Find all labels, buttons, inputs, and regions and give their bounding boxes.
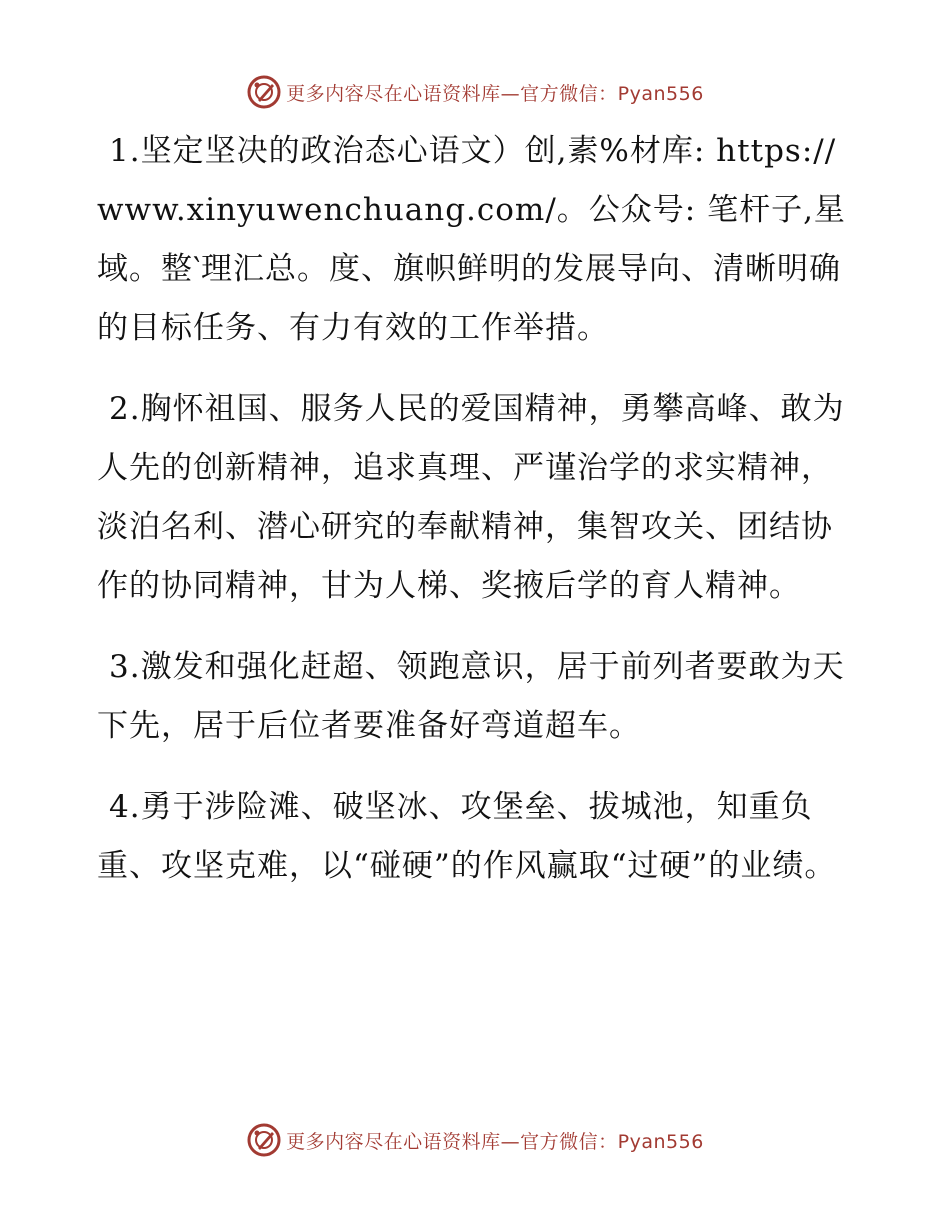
- banner-text: 更多内容尽在心语资料库—官方微信：Pyan556: [286, 1130, 704, 1153]
- banner-text: 更多内容尽在心语资料库—官方微信：Pyan556: [286, 82, 704, 105]
- document-body: [97, 122, 857, 918]
- header-banner: [0, 72, 950, 112]
- footer-banner: [0, 1120, 950, 1160]
- paragraph-3: 3.激发和强化赶超、领跑意识，居于前列者要敢为天下先，居于后位者要准备好弯道超车。: [97, 649, 845, 744]
- paragraph-2: 2.胸怀祖国、服务人民的爱国精神，勇攀高峰、敢为人先的创新精神，追求真理、严谨治学的求实精神，淡泊名利、潜心研究的奉献精神，集智攻关、团结协作的协同精神，甘为人梯、奖掖后学的育人精神。: [97, 391, 845, 604]
- logo-icon: [246, 74, 282, 110]
- paragraph-1: 1.坚定坚决的政治态心语文）创,素%材库: https://www.xinyuwenchuang.com/。公众号: 笔杆子,星域。整‵理汇总。度、旗帜鲜明的发展导向、清晰明确的目标任务、有力有效的工作举措。: [97, 133, 846, 346]
- paragraph-4: 4.勇于涉险滩、破坚冰、攻堡垒、拔城池，知重负重、攻坚克难，以“碰硬”的作风赢取“过硬”的业绩。: [97, 789, 837, 884]
- logo-icon: [246, 1122, 282, 1158]
